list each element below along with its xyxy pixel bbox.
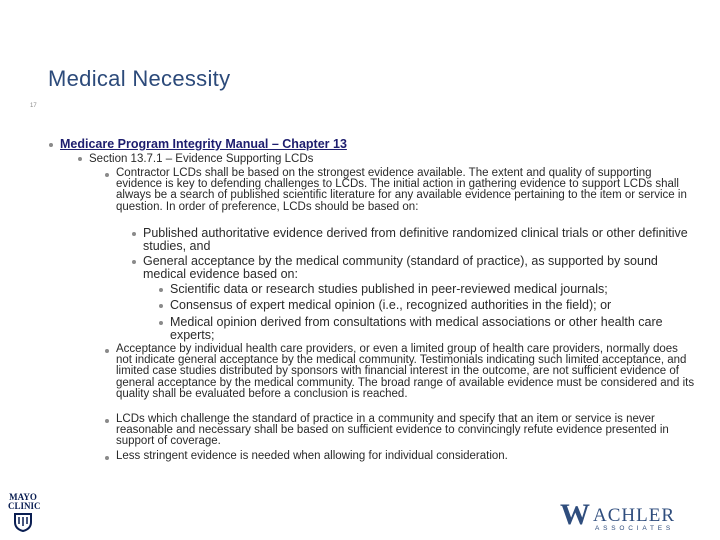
- bullet-dot: [105, 419, 109, 423]
- section-bullet: Section 13.7.1 – Evidence Supporting LCDs: [89, 153, 314, 165]
- acceptance-paragraph: Acceptance by individual health care providers, or even a limited group of health care providers, normally does not indicate general acceptance by the medical community. Testimonials indicating such limited acceptance, and limited case studies distributed by sponsors with financial interest in the outcome, are not sufficient evidence of general acceptance by the medical community. The broad range of available evidence must be considered and its quality shall be evaluated before a conclusion is reached.: [116, 343, 695, 400]
- heading-bullet: Medicare Program Integrity Manual – Chapter 13: [60, 137, 347, 151]
- slide-number: 17: [30, 103, 37, 109]
- bullet-dot: [105, 349, 109, 353]
- lcd-challenge-paragraph: LCDs which challenge the standard of practice in a community and specify that an item or service is never reasonable and necessary shall be based on sufficient evidence to convincingly refute evidence presented in support of coverage.: [116, 413, 669, 448]
- subsub-bullet-consensus: Consensus of expert medical opinion (i.e., recognized authorities in the field); or: [170, 298, 612, 312]
- mayo-logo-line1: MAYO: [9, 492, 37, 502]
- bullet-dot: [132, 260, 136, 264]
- bullet-dot: [78, 157, 82, 161]
- subsub-bullet-scientific: Scientific data or research studies published in peer-reviewed medical journals;: [170, 282, 608, 296]
- slide-title: Medical Necessity: [48, 66, 231, 91]
- sub-bullet-published: Published authoritative evidence derived from definitive randomized clinical trials or other definitive studies, and: [143, 226, 688, 253]
- mayo-logo-line2: CLINIC: [8, 501, 41, 511]
- mayo-shield-icon: [13, 512, 33, 532]
- less-stringent-paragraph: Less stringent evidence is needed when allowing for individual consideration.: [116, 450, 508, 462]
- bullet-dot: [132, 232, 136, 236]
- bullet-dot: [105, 456, 109, 460]
- sub-bullet-general-acceptance: General acceptance by the medical community (standard of practice), as supported by sound medical evidence based on:: [143, 254, 658, 281]
- wachler-associates-logo: [560, 500, 710, 536]
- evidence-paragraph: Contractor LCDs shall be based on the strongest evidence available. The extent and quality of supporting evidence is key to defending challenges to LCDs. The initial action in gathering evidence to support LCDs shall always be a search of published scientific literature for any available evidence pertaining to the item or service in question. In order of preference, LCDs should be based on:: [116, 167, 687, 213]
- bullet-dot: [159, 288, 163, 292]
- bullet-dot: [105, 173, 109, 177]
- bullet-dot: [159, 321, 163, 325]
- wachler-logo-associates: ASSOCIATES: [595, 525, 675, 532]
- bullet-dot: [159, 304, 163, 308]
- bullet-dot: [49, 143, 53, 147]
- wachler-logo-name: ACHLER: [593, 505, 675, 526]
- wachler-logo-w: W: [560, 498, 590, 531]
- mayo-clinic-logo: [8, 492, 41, 535]
- subsub-bullet-medical-opinion: Medical opinion derived from consultations with medical associations or other health care experts;: [170, 315, 663, 342]
